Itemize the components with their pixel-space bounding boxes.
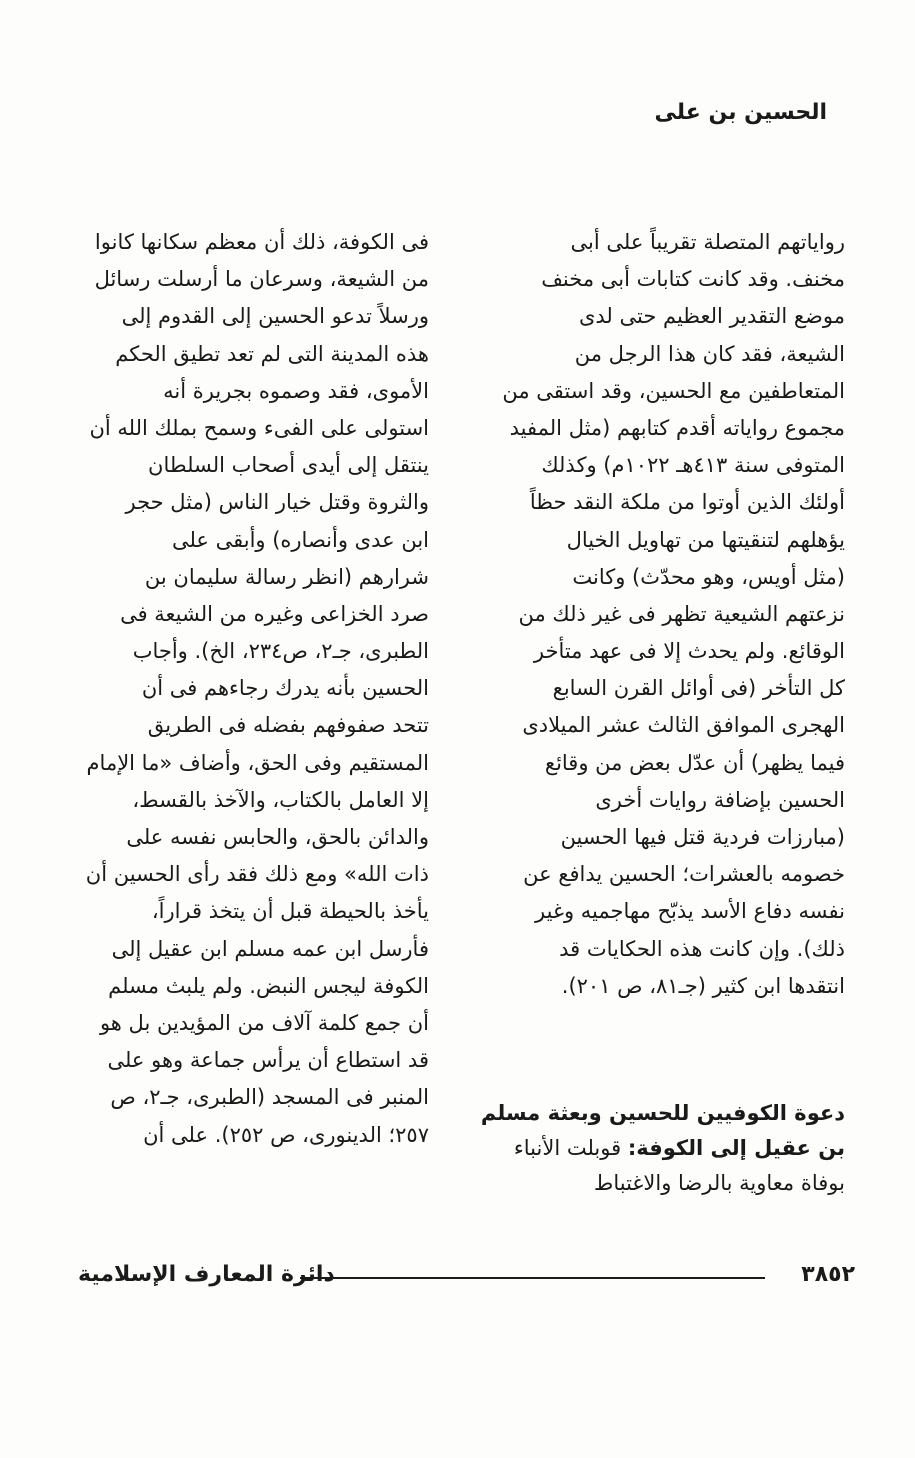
text-line: هذه المدينة التى لم تعد تطيق الحكم <box>115 341 429 366</box>
text-line: تتحد صفوفهم بفضله فى الطريق <box>147 713 429 738</box>
text-line: رواياتهم المتصلة تقريباً على أبى <box>570 230 845 254</box>
text-line: فى الكوفة، ذلك أن معظم سكانها كانوا <box>94 230 429 254</box>
section-heading-block <box>465 1096 845 1201</box>
text-line: ورسلاً تدعو الحسين إلى القدوم إلى <box>121 304 429 329</box>
text-line: صرد الخزاعى وغيره من الشيعة فى <box>120 601 429 626</box>
text-line: ينتقل إلى أيدى أصحاب السلطان <box>148 453 429 478</box>
section-heading: دعوة الكوفيين للحسين وبعثة مسلم بن عقيل إلى الكوفة: <box>480 1101 845 1160</box>
text-line: ذات الله» ومع ذلك فقد رأى الحسين أن <box>85 862 429 887</box>
text-line: المتعاطفين مع الحسين، وقد استقى من <box>502 378 845 403</box>
text-line: كل التأخر (فى أوائل القرن السابع <box>552 676 845 701</box>
text-line: إلا العامل بالكتاب، والآخذ بالقسط، <box>132 787 429 812</box>
footer-rule <box>300 1277 765 1279</box>
text-line: ذلك). وإن كانت هذه الحكايات قد <box>559 936 845 961</box>
page-footer <box>60 1262 855 1292</box>
text-line: الأموى، فقد وصموه بجريرة أنه <box>163 378 429 403</box>
text-line: مخنف. وقد كانت كتابات أبى مخنف <box>541 267 845 292</box>
text-line: والثروة وقتل خيار الناس (مثل حجر <box>125 490 429 515</box>
text-line: خصومه بالعشرات؛ الحسين يدافع عن <box>523 862 845 887</box>
text-line: الكوفة ليجس النبض. ولم يلبث مسلم <box>108 973 429 998</box>
text-line: نزعتهم الشيعية تظهر فى غير ذلك من <box>518 601 845 626</box>
text-line: ابن عدى وأنصاره) وأبقى على <box>171 527 429 552</box>
text-line: أولئك الذين أوتوا من ملكة النقد حظاً <box>529 490 845 515</box>
text-line: استولى على الفىء وسمح بملك الله أن <box>89 415 429 440</box>
text-line: فيما يظهر) أن عدّل بعض من وقائع <box>544 750 845 775</box>
text-line: يأخذ بالحيطة قبل أن يتخذ قراراً، <box>151 899 429 924</box>
text-line: المستقيم وفى الحق، وأضاف «ما الإمام <box>86 750 429 775</box>
section-continuation: قوبلت الأنباء بوفاة معاوية بالرضا والاغتباط <box>513 1136 845 1195</box>
text-line: الطبرى، جـ٢، ص٢٣٤، الخ). وأجاب <box>132 639 429 664</box>
publication-title: دائرة المعارف الإسلامية <box>78 1262 335 1287</box>
text-line: المتوفى سنة ٤١٣هـ ١٠٢٢م) وكذلك <box>541 453 845 478</box>
page-number: ٣٨٥٢ <box>801 1262 855 1287</box>
text-line: يؤهلهم لتنقيتها من تهاويل الخيال <box>566 527 845 552</box>
text-line: فأرسل ابن عمه مسلم ابن عقيل إلى <box>111 936 429 961</box>
text-line: (مبارزات فردية قتل فيها الحسين <box>560 825 845 849</box>
text-line: نفسه دفاع الأسد يذبّح مهاجميه وغير <box>535 899 845 924</box>
text-column-left <box>39 224 429 1154</box>
text-line: قد استطاع أن يرأس جماعة وهو على <box>107 1048 429 1073</box>
text-line: المنبر فى المسجد (الطبرى، جـ٢، ص <box>110 1085 429 1110</box>
text-line: موضع التقدير العظيم حتى لدى <box>578 304 845 329</box>
text-line: والدائن بالحق، والحابس نفسه على <box>126 825 429 849</box>
text-line: ٢٥٧؛ الدينورى، ص ٢٥٢). على أن <box>143 1122 429 1147</box>
text-line: مجموع رواياته أقدم كتابهم (مثل المفيد <box>509 415 845 440</box>
running-title: الحسين بن على <box>654 100 827 125</box>
text-line: الحسين بأنه يدرك رجاءهم فى أن <box>141 676 429 701</box>
text-line: الوقائع. ولم يحدث إلا فى عهد متأخر <box>533 639 845 664</box>
text-line: (مثل أويس، وهو محدّث) وكانت <box>572 564 845 589</box>
text-line: الشيعة، فقد كان هذا الرجل من <box>574 341 845 366</box>
text-line: من الشيعة، وسرعان ما أرسلت رسائل <box>94 267 429 292</box>
text-column-right <box>465 224 845 1005</box>
text-line: شرارهم (انظر رسالة سليمان بن <box>144 564 429 589</box>
text-line: الحسين بإضافة روايات أخرى <box>595 787 845 812</box>
text-line: انتقدها ابن كثير (جـ٨١، ص ٢٠١). <box>561 973 845 998</box>
text-line: أن جمع كلمة آلاف من المؤيدين بل هو <box>99 1010 429 1035</box>
text-line: الهجرى الموافق الثالث عشر الميلادى <box>522 713 845 738</box>
